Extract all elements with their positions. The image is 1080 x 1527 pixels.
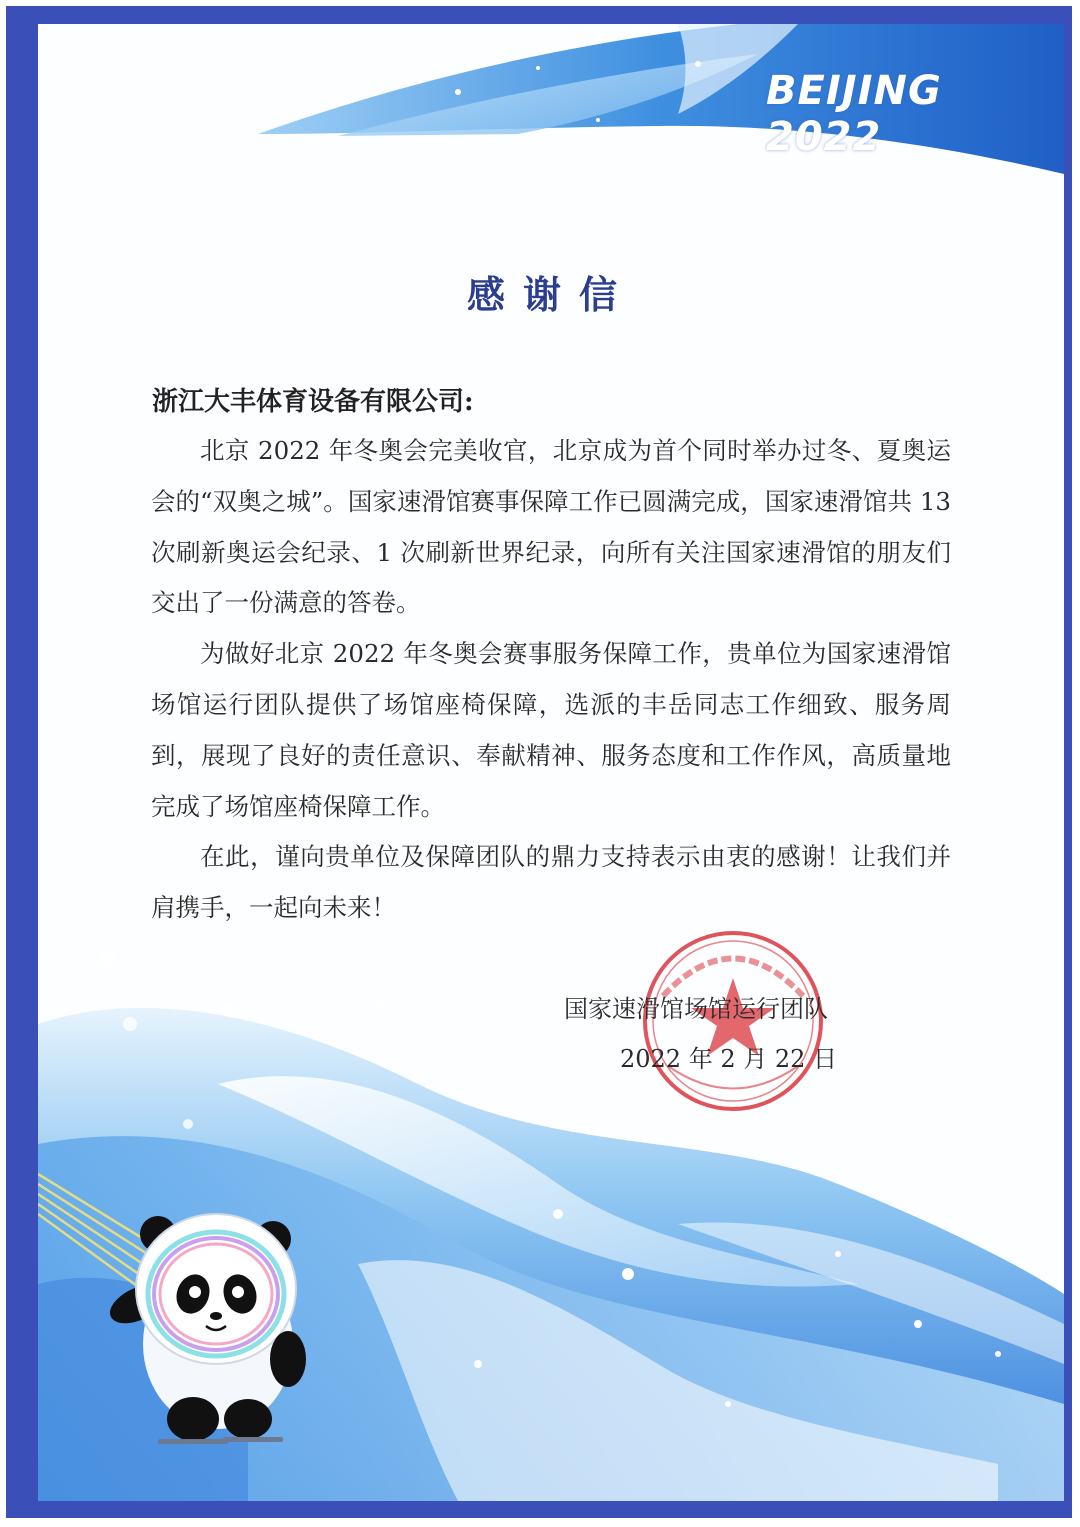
letter-title: 感谢信 [466,272,635,317]
letter-date: 2022 年 2 月 22 日 [620,1045,838,1073]
panda-mascot-icon [98,1194,328,1454]
letter-paper [38,24,1064,1501]
beijing-2022-logo: BEIJING 2022 [766,68,942,160]
body-paragraph: 在此，谨向贵单位及保障团队的鼎力支持表示由衷的感谢！让我们并肩携手，一起向未来！ [151,842,951,923]
recipient-name: 浙江大丰体育设备有限公司: [152,387,474,417]
signer-name: 国家速滑馆场馆运行团队 [564,995,828,1023]
body-paragraph: 为做好北京 2022 年冬奥会赛事服务保障工作，贵单位为国家速滑馆场馆运行团队提供了场馆座椅保障，选派的丰岳同志工作细致、服务周到，展现了良好的责任意识、奉献精神、服务态度和工作作风，高质量地完成了场馆座椅保障工作。 [151,639,951,821]
letter-body [151,426,951,934]
body-paragraph: 北京 2022 年冬奥会完美收官，北京成为首个同时举办过冬、夏奥运会的“双奥之城”。国家速滑馆赛事保障工作已圆满完成，国家速滑馆共 13 次刷新奥运会纪录、1 次刷新世界纪录，向所有关注国家速滑馆的朋友们交出了一份满意的答卷。 [151,436,951,618]
